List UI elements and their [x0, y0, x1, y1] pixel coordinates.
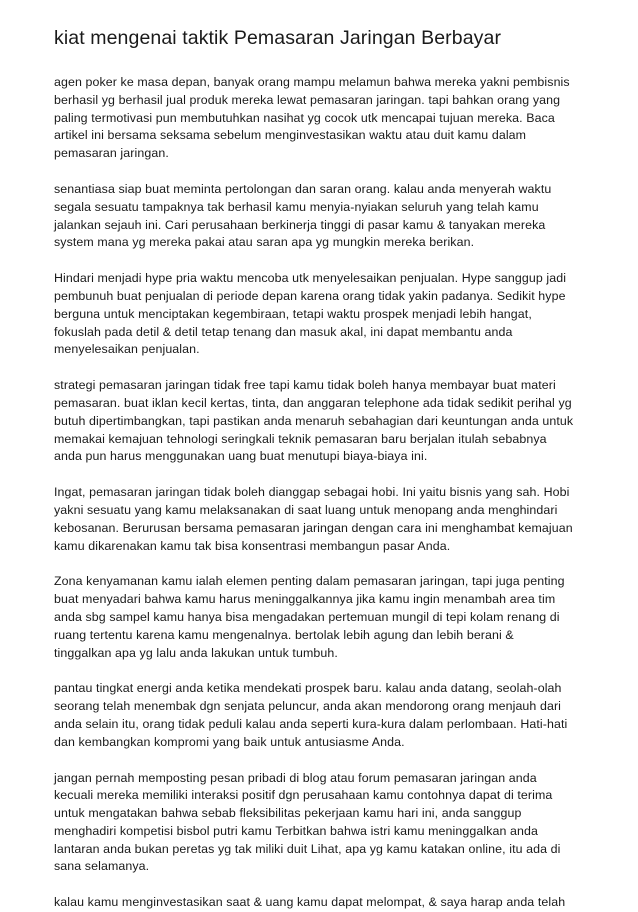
paragraph-line: ruang tertentu karena kamu mengenalnya. bertolak lebih agung dan lebih berani &	[54, 627, 514, 642]
paragraph	[54, 770, 598, 877]
paragraph-line: berhasil yg berhasil jual produk mereka lewat pemasaran jaringan. tapi bahkan orang yang	[54, 92, 561, 107]
paragraph	[54, 270, 598, 359]
paragraph-line: fokuslah pada detil & detil tetap tenang dan masuk akal, ini dapat membantu anda	[54, 324, 513, 339]
paragraph-line: pantau tingkat energi anda ketika mendekati prospek baru. kalau anda datang, seolah-olah	[54, 681, 562, 696]
paragraph-line: kamu dikarenakan kamu tak bisa konsentrasi membangun pasar Anda.	[54, 538, 451, 553]
paragraph-line: menyelesaikan penjualan.	[54, 342, 200, 357]
paragraph-line: Zona kenyamanan kamu ialah elemen penting dalam pemasaran jaringan, tapi juga penting	[54, 574, 565, 589]
paragraph-line: artikel ini bersama seksama sebelum menginvestasikan waktu atau duit kamu dalam	[54, 128, 527, 143]
paragraph-line: memakai kemajuan tehnologi seringkali teknik pemasaran baru berjalan itulah sebabnya	[54, 431, 547, 446]
paragraph-line: untuk mengatakan bahwa sebab fleksibilitas pekerjaan kamu hari ini, anda sanggup	[54, 806, 522, 821]
paragraph-line: anda selain itu, orang tidak peduli kalau anda seperti kura-kura dalam perlombaan. Hati-hati	[54, 716, 568, 731]
document-title: kiat mengenai taktik Pemasaran Jaringan Berbayar	[54, 27, 502, 49]
document-body	[54, 74, 598, 912]
paragraph	[54, 484, 598, 555]
paragraph	[54, 181, 598, 252]
paragraph-line: yakni sesuatu yang kamu melaksanakan di saat luang untuk menopang anda menghindari	[54, 502, 558, 517]
paragraph-line: buat menyadari bahwa kamu harus meninggalkannya jika kamu ingin menambah area tim	[54, 592, 556, 607]
paragraph-line: pembunuh buat penjualan di periode depan karena orang tidak yakin padanya. Sedikit hype	[54, 288, 566, 303]
paragraph-line: pemasaran. buat iklan kecil kertas, tinta, dan anggaran telephone ada tidak sedikit perihal yg	[54, 395, 572, 410]
paragraph	[54, 74, 598, 163]
paragraph	[54, 680, 598, 751]
paragraph-line: anda sbg sampel kamu hanya bisa mengadakan pertemuan mungil di tepi kolam renang di	[54, 609, 560, 624]
paragraph-line: paling termotivasi pun membutuhkan nasihat yg cocok utk mencapai tujuan mereka. Baca	[54, 110, 555, 125]
paragraph-line: strategi pemasaran jaringan tidak free tapi kamu tidak boleh hanya membayar buat materi	[54, 378, 556, 393]
paragraph-line: system mana yg mereka pakai atau saran apa yg mungkin mereka berikan.	[54, 235, 475, 250]
paragraph-line: lantaran anda bukan peretas yg tak miliki duit Lihat, apa yg kamu katakan online, itu ada di	[54, 841, 561, 856]
paragraph-line: pemasaran jaringan.	[54, 146, 169, 161]
paragraph-line: jangan pernah memposting pesan pribadi di blog atau forum pemasaran jaringan anda	[54, 770, 537, 785]
paragraph-line: butuh dipertimbangkan, tapi pastikan anda menaruh sebahagian dari keuntungan anda untuk	[54, 413, 574, 428]
paragraph-line: Ingat, pemasaran jaringan tidak boleh dianggap sebagai hobi. Ini yaitu bisnis yang sah. Hobi	[54, 485, 570, 500]
paragraph	[54, 894, 598, 912]
paragraph-line: kebosanan. Berurusan bersama pemasaran jaringan dengan cara ini menghambat kemajuan	[54, 520, 573, 535]
paragraph	[54, 377, 598, 466]
paragraph-line: kalau kamu menginvestasikan saat & uang kamu dapat melompat, & saya harap anda telah	[54, 895, 566, 910]
paragraph-line: menghadiri kompetisi bisbol putri kamu Terbitkan bahwa istri kamu meninggalkan anda	[54, 823, 538, 838]
paragraph-line: senantiasa siap buat meminta pertolongan dan saran orang. kalau anda menyerah waktu	[54, 181, 552, 196]
paragraph-line: berguna untuk menciptakan kegembiraan, tetapi waktu prospek menjadi lebih hangat,	[54, 306, 532, 321]
paragraph-line: anda pun harus menggunakan uang buat menutupi biaya-biaya ini.	[54, 449, 428, 464]
paragraph-line: Hindari menjadi hype pria waktu mencoba utk menyelesaikan penjualan. Hype sanggup jadi	[54, 271, 567, 286]
paragraph-line: segala sesuatu tampaknya tak berhasil kamu menyia-nyiakan seluruh yang telah kamu	[54, 199, 539, 214]
paragraph-line: dan kembangkan kompromi yang baik untuk antusiasme Anda.	[54, 734, 405, 749]
paragraph-line: jalankan sejauh ini. Cari perusahaan berkinerja tinggi di pasar kamu & tanyakan mereka	[54, 217, 546, 232]
paragraph-line: kecuali mereka memiliki interaksi positif dgn perusahaan kamu contohnya dapat di terima	[54, 788, 553, 803]
paragraph-line: tinggalkan apa yg lalu anda lakukan untuk tumbuh.	[54, 645, 338, 660]
paragraph-line: agen poker ke masa depan, banyak orang mampu melamun bahwa mereka yakni pembisnis	[54, 75, 570, 89]
paragraph-line: seorang telah menembak dgn senjata peluncur, anda akan mendorong orang menjauh dari	[54, 699, 562, 714]
paragraph	[54, 573, 598, 662]
paragraph-line: sana selamanya.	[54, 859, 150, 874]
